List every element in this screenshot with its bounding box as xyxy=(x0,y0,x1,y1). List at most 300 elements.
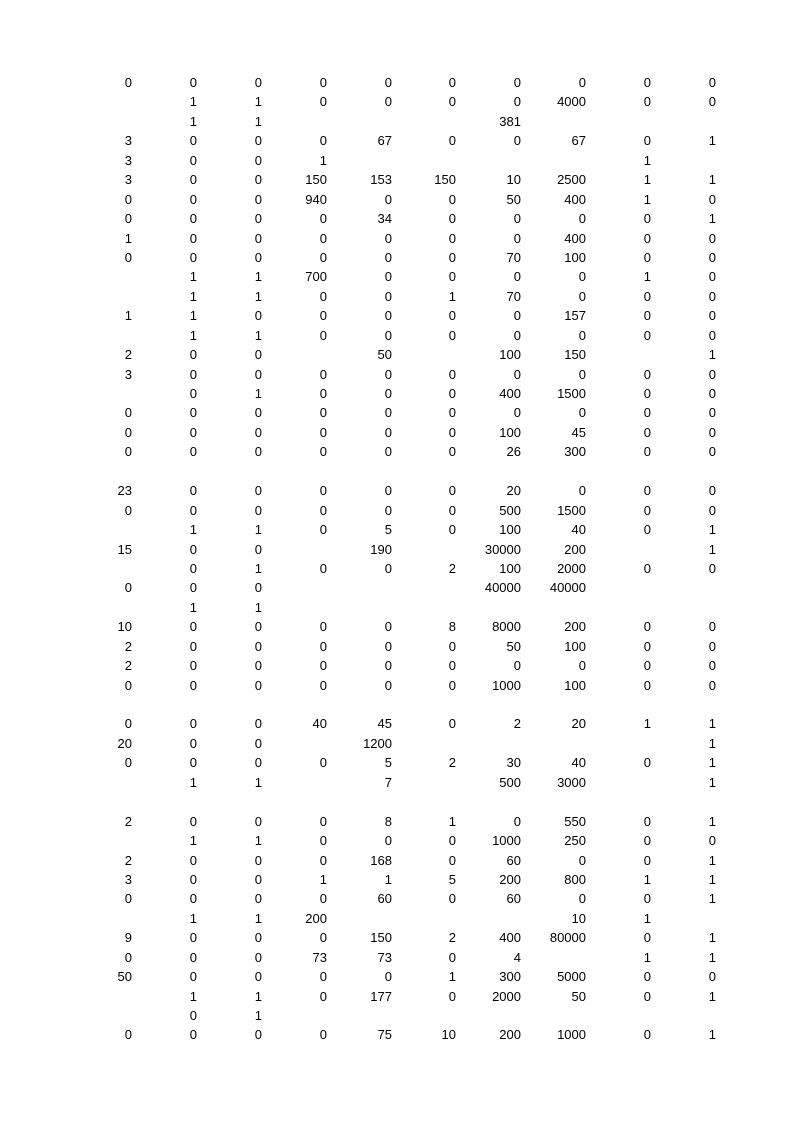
table-cell: 60 xyxy=(506,852,521,868)
table-cell: 0 xyxy=(384,969,392,985)
table-row xyxy=(0,773,800,792)
table-cell: 2000 xyxy=(492,988,521,1004)
table-cell: 0 xyxy=(448,75,456,90)
table-cell xyxy=(400,598,456,617)
table-row xyxy=(0,209,800,228)
table-cell: 0 xyxy=(319,288,327,304)
table-cell: 0 xyxy=(254,930,262,946)
table-cell xyxy=(80,559,132,578)
table-cell: 0 xyxy=(124,405,132,421)
table-cell: 0 xyxy=(643,288,651,304)
table-cell: 1 xyxy=(189,269,197,285)
table-cell: 0 xyxy=(384,230,392,246)
table-cell: 0 xyxy=(319,813,327,829)
table-cell: 400 xyxy=(499,930,521,946)
table-cell xyxy=(400,773,456,792)
table-row xyxy=(0,851,800,870)
table-cell: 0 xyxy=(319,638,327,654)
table-cell: 1 xyxy=(189,774,197,790)
table-cell: 0 xyxy=(643,483,651,499)
table-cell: 0 xyxy=(643,619,651,635)
table-cell: 1 xyxy=(319,152,327,168)
table-cell xyxy=(460,734,521,753)
table-cell: 20 xyxy=(506,483,521,499)
table-cell xyxy=(600,345,651,364)
table-cell: 1000 xyxy=(557,1027,586,1043)
table-cell: 1 xyxy=(708,211,716,227)
table-cell: 0 xyxy=(513,230,521,246)
table-cell xyxy=(665,151,716,170)
table-cell xyxy=(665,792,716,811)
table-cell: 2 xyxy=(448,755,456,771)
table-cell: 0 xyxy=(448,949,456,965)
table-cell: 3000 xyxy=(557,774,586,790)
table-cell: 100 xyxy=(564,249,586,265)
table-cell: 0 xyxy=(384,833,392,849)
table-cell: 0 xyxy=(708,94,716,110)
table-cell: 1 xyxy=(254,988,262,1004)
table-cell: 0 xyxy=(254,1027,262,1043)
table-cell: 0 xyxy=(254,891,262,907)
table-cell xyxy=(80,909,132,928)
table-cell: 0 xyxy=(578,211,586,227)
table-cell: 0 xyxy=(513,75,521,90)
table-cell: 0 xyxy=(708,424,716,440)
table-cell xyxy=(215,462,262,481)
table-cell: 0 xyxy=(319,366,327,382)
table-cell xyxy=(335,578,392,597)
table-cell: 0 xyxy=(448,483,456,499)
table-cell: 0 xyxy=(319,560,327,576)
table-cell: 0 xyxy=(513,94,521,110)
table-cell: 1 xyxy=(189,833,197,849)
table-cell: 0 xyxy=(708,619,716,635)
table-row xyxy=(0,578,800,597)
table-cell: 70 xyxy=(506,249,521,265)
table-cell: 0 xyxy=(513,813,521,829)
table-cell: 0 xyxy=(448,444,456,460)
table-cell: 0 xyxy=(254,424,262,440)
table-cell: 0 xyxy=(643,75,651,90)
table-cell: 0 xyxy=(254,716,262,732)
table-cell: 0 xyxy=(124,191,132,207)
table-cell: 0 xyxy=(448,522,456,538)
table-cell: 0 xyxy=(124,891,132,907)
table-cell: 1 xyxy=(708,813,716,829)
table-cell: 4000 xyxy=(557,94,586,110)
table-row xyxy=(0,112,800,131)
table-cell: 1 xyxy=(319,871,327,887)
table-cell: 100 xyxy=(499,424,521,440)
table-cell: 2 xyxy=(124,638,132,654)
table-row xyxy=(0,967,800,986)
table-cell: 0 xyxy=(448,658,456,674)
table-cell xyxy=(335,695,392,714)
table-cell: 1 xyxy=(124,308,132,324)
table-row xyxy=(0,248,800,267)
table-cell: 1 xyxy=(189,94,197,110)
table-cell: 75 xyxy=(377,1027,392,1043)
table-cell: 1 xyxy=(643,949,651,965)
table-cell: 0 xyxy=(708,230,716,246)
table-cell: 0 xyxy=(189,424,197,440)
table-cell: 0 xyxy=(254,75,262,90)
table-cell: 1 xyxy=(254,910,262,926)
table-cell: 0 xyxy=(189,735,197,751)
table-cell: 50 xyxy=(571,988,586,1004)
table-cell: 1 xyxy=(189,327,197,343)
table-cell: 0 xyxy=(384,288,392,304)
table-cell: 0 xyxy=(124,716,132,732)
table-cell: 0 xyxy=(189,560,197,576)
table-cell xyxy=(600,773,651,792)
table-cell: 200 xyxy=(499,871,521,887)
table-cell: 0 xyxy=(189,405,197,421)
table-row xyxy=(0,734,800,753)
table-cell: 0 xyxy=(384,405,392,421)
table-cell: 1000 xyxy=(492,677,521,693)
table-cell: 0 xyxy=(189,755,197,771)
table-cell: 0 xyxy=(254,249,262,265)
table-cell xyxy=(400,345,456,364)
table-cell xyxy=(400,540,456,559)
table-cell: 250 xyxy=(564,833,586,849)
table-cell xyxy=(600,1006,651,1025)
table-cell xyxy=(400,734,456,753)
table-cell xyxy=(80,598,132,617)
table-cell: 0 xyxy=(708,191,716,207)
table-cell xyxy=(215,695,262,714)
table-cell: 67 xyxy=(377,133,392,149)
table-row xyxy=(0,442,800,461)
table-cell: 0 xyxy=(319,230,327,246)
table-cell: 0 xyxy=(448,249,456,265)
table-cell: 0 xyxy=(708,366,716,382)
table-cell: 0 xyxy=(513,366,521,382)
table-cell xyxy=(270,540,327,559)
table-cell: 0 xyxy=(448,269,456,285)
table-cell: 0 xyxy=(189,191,197,207)
table-cell: 1 xyxy=(254,269,262,285)
table-cell: 0 xyxy=(643,891,651,907)
table-cell xyxy=(335,462,392,481)
table-cell: 0 xyxy=(578,405,586,421)
table-row xyxy=(0,928,800,947)
table-cell: 0 xyxy=(319,619,327,635)
table-cell: 3 xyxy=(124,152,132,168)
table-cell: 0 xyxy=(643,94,651,110)
table-cell xyxy=(400,1006,456,1025)
table-cell xyxy=(80,1006,132,1025)
table-row xyxy=(0,637,800,656)
table-cell: 30000 xyxy=(484,541,521,557)
table-cell: 1 xyxy=(708,347,716,363)
table-cell xyxy=(80,462,132,481)
table-cell xyxy=(335,1006,392,1025)
table-cell xyxy=(525,1006,586,1025)
table-cell: 1 xyxy=(254,327,262,343)
table-cell: 0 xyxy=(319,249,327,265)
table-row xyxy=(0,73,800,92)
table-row xyxy=(0,326,800,345)
table-cell: 0 xyxy=(384,658,392,674)
table-cell: 0 xyxy=(708,386,716,401)
table-cell: 0 xyxy=(189,75,197,90)
table-cell: 0 xyxy=(643,638,651,654)
table-cell: 8 xyxy=(384,813,392,829)
table-cell: 1000 xyxy=(492,833,521,849)
table-cell: 0 xyxy=(643,755,651,771)
table-cell: 1 xyxy=(643,269,651,285)
table-cell: 0 xyxy=(254,541,262,557)
table-cell xyxy=(400,909,456,928)
table-cell: 1 xyxy=(384,871,392,887)
table-cell: 0 xyxy=(643,560,651,576)
table-cell: 0 xyxy=(254,619,262,635)
table-cell xyxy=(600,734,651,753)
table-cell xyxy=(525,695,586,714)
table-cell: 73 xyxy=(377,949,392,965)
table-cell: 0 xyxy=(189,930,197,946)
table-cell: 0 xyxy=(254,871,262,887)
table-cell: 0 xyxy=(384,444,392,460)
table-cell: 10 xyxy=(441,1027,456,1043)
table-cell xyxy=(400,151,456,170)
table-cell: 40 xyxy=(571,755,586,771)
table-cell: 1 xyxy=(708,1027,716,1043)
table-cell xyxy=(525,151,586,170)
table-cell: 0 xyxy=(319,755,327,771)
table-cell: 0 xyxy=(384,249,392,265)
table-cell: 0 xyxy=(189,249,197,265)
table-cell: 0 xyxy=(448,852,456,868)
table-cell: 0 xyxy=(578,75,586,90)
table-cell: 0 xyxy=(189,677,197,693)
table-cell: 940 xyxy=(305,191,327,207)
table-cell: 0 xyxy=(448,891,456,907)
table-cell: 0 xyxy=(448,308,456,324)
table-cell: 1 xyxy=(708,891,716,907)
table-row xyxy=(0,92,800,111)
table-cell: 0 xyxy=(124,75,132,90)
table-cell: 1500 xyxy=(557,502,586,518)
table-cell: 0 xyxy=(708,327,716,343)
table-cell: 10 xyxy=(117,619,132,635)
table-cell: 20 xyxy=(117,735,132,751)
table-cell: 0 xyxy=(254,366,262,382)
table-row xyxy=(0,889,800,908)
table-cell: 700 xyxy=(305,269,327,285)
table-cell: 100 xyxy=(499,347,521,363)
table-cell xyxy=(215,792,262,811)
table-row xyxy=(0,190,800,209)
table-cell xyxy=(80,792,132,811)
table-cell: 1 xyxy=(643,172,651,188)
table-cell: 0 xyxy=(319,852,327,868)
table-cell: 0 xyxy=(384,308,392,324)
table-cell: 153 xyxy=(370,172,392,188)
table-row xyxy=(0,909,800,928)
table-cell: 500 xyxy=(499,774,521,790)
table-cell: 2 xyxy=(124,852,132,868)
table-cell xyxy=(270,578,327,597)
table-cell: 100 xyxy=(564,677,586,693)
table-cell xyxy=(80,831,132,850)
table-cell: 0 xyxy=(448,211,456,227)
table-cell: 0 xyxy=(708,969,716,985)
table-cell: 1 xyxy=(708,541,716,557)
table-cell: 1 xyxy=(708,133,716,149)
table-cell: 0 xyxy=(189,716,197,732)
table-cell: 0 xyxy=(254,172,262,188)
table-row xyxy=(0,676,800,695)
table-cell: 0 xyxy=(319,327,327,343)
table-cell: 0 xyxy=(384,191,392,207)
table-cell xyxy=(335,909,392,928)
table-cell: 2 xyxy=(124,658,132,674)
table-cell: 0 xyxy=(708,75,716,90)
table-cell: 50 xyxy=(377,347,392,363)
table-cell: 0 xyxy=(708,560,716,576)
table-cell xyxy=(665,909,716,928)
table-row xyxy=(0,540,800,559)
table-row xyxy=(0,695,800,714)
table-cell: 0 xyxy=(189,172,197,188)
table-cell: 1 xyxy=(254,774,262,790)
table-cell: 0 xyxy=(578,366,586,382)
table-cell: 1 xyxy=(254,386,262,401)
table-cell: 0 xyxy=(189,152,197,168)
table-cell: 1 xyxy=(643,191,651,207)
table-cell: 0 xyxy=(643,366,651,382)
table-row xyxy=(0,403,800,422)
table-cell xyxy=(80,326,132,345)
table-row xyxy=(0,714,800,733)
table-cell xyxy=(80,520,132,539)
table-cell: 0 xyxy=(708,308,716,324)
table-cell xyxy=(335,112,392,131)
table-cell xyxy=(270,695,327,714)
table-cell: 1 xyxy=(254,113,262,129)
table-cell: 1 xyxy=(708,871,716,887)
table-cell: 0 xyxy=(189,347,197,363)
table-cell xyxy=(80,384,132,403)
table-row xyxy=(0,792,800,811)
table-cell: 1 xyxy=(708,735,716,751)
table-cell: 10 xyxy=(506,172,521,188)
table-cell xyxy=(150,792,197,811)
table-cell xyxy=(270,112,327,131)
table-row xyxy=(0,345,800,364)
table-cell: 0 xyxy=(319,405,327,421)
table-cell xyxy=(80,695,132,714)
table-cell xyxy=(460,462,521,481)
table-cell: 200 xyxy=(305,910,327,926)
table-cell xyxy=(525,792,586,811)
table-cell: 0 xyxy=(254,444,262,460)
table-cell: 0 xyxy=(189,444,197,460)
table-cell: 5 xyxy=(384,522,392,538)
table-cell: 0 xyxy=(708,483,716,499)
table-row xyxy=(0,170,800,189)
table-cell: 26 xyxy=(506,444,521,460)
table-cell: 0 xyxy=(643,813,651,829)
table-cell xyxy=(600,578,651,597)
table-cell: 1 xyxy=(708,755,716,771)
table-cell: 0 xyxy=(189,386,197,401)
table-cell: 1 xyxy=(708,930,716,946)
table-cell: 1 xyxy=(643,716,651,732)
table-cell: 0 xyxy=(643,308,651,324)
table-cell: 0 xyxy=(643,833,651,849)
table-row xyxy=(0,948,800,967)
table-cell: 40 xyxy=(312,716,327,732)
table-cell: 0 xyxy=(384,386,392,401)
table-cell: 0 xyxy=(708,444,716,460)
table-cell: 800 xyxy=(564,871,586,887)
table-row xyxy=(0,306,800,325)
table-cell: 0 xyxy=(708,405,716,421)
table-cell: 0 xyxy=(124,211,132,227)
table-cell: 0 xyxy=(513,658,521,674)
table-cell: 1 xyxy=(254,94,262,110)
table-cell: 500 xyxy=(499,502,521,518)
table-cell: 0 xyxy=(448,386,456,401)
table-cell: 0 xyxy=(319,988,327,1004)
table-cell xyxy=(150,462,197,481)
table-cell: 0 xyxy=(448,405,456,421)
table-cell: 150 xyxy=(434,172,456,188)
table-cell: 50 xyxy=(506,191,521,207)
table-cell: 0 xyxy=(254,852,262,868)
table-row xyxy=(0,987,800,1006)
table-cell: 1 xyxy=(254,288,262,304)
table-cell: 0 xyxy=(189,658,197,674)
table-cell: 0 xyxy=(643,133,651,149)
table-cell: 1 xyxy=(189,522,197,538)
table-cell: 0 xyxy=(643,988,651,1004)
table-cell: 0 xyxy=(708,288,716,304)
table-cell: 0 xyxy=(254,949,262,965)
table-cell: 0 xyxy=(124,444,132,460)
table-cell: 0 xyxy=(254,405,262,421)
table-cell: 150 xyxy=(370,930,392,946)
table-cell: 0 xyxy=(578,891,586,907)
table-cell xyxy=(460,1006,521,1025)
table-cell: 0 xyxy=(189,366,197,382)
table-cell: 0 xyxy=(189,580,197,596)
table-cell: 0 xyxy=(643,444,651,460)
table-cell xyxy=(460,695,521,714)
table-cell xyxy=(525,734,586,753)
table-cell: 1 xyxy=(189,599,197,615)
table-cell xyxy=(600,598,651,617)
table-cell: 1 xyxy=(448,813,456,829)
table-cell: 0 xyxy=(189,813,197,829)
table-cell: 0 xyxy=(708,677,716,693)
table-cell xyxy=(665,578,716,597)
table-row xyxy=(0,131,800,150)
table-cell: 0 xyxy=(254,969,262,985)
table-row xyxy=(0,753,800,772)
table-cell xyxy=(525,948,586,967)
table-cell: 0 xyxy=(578,852,586,868)
table-cell: 0 xyxy=(643,969,651,985)
table-cell: 30 xyxy=(506,755,521,771)
table-cell: 0 xyxy=(319,444,327,460)
table-cell: 0 xyxy=(513,133,521,149)
table-cell: 0 xyxy=(578,483,586,499)
